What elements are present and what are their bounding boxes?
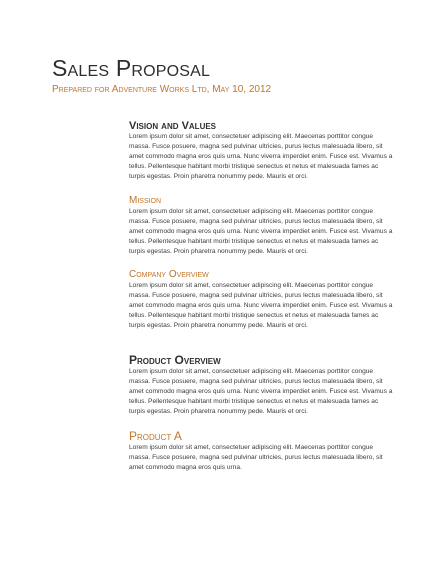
section-paragraph: Lorem ipsum dolor sit amet, consectetuer adipiscing elit. Maecenas porttitor congue massa. Fusce posuere, magna sed pulvinar ultricies, purus lectus malesuada libero, sit amet commodo magna eros quis urna. bbox=[129, 444, 383, 471]
section-product-a bbox=[129, 429, 394, 473]
section-heading: Mission bbox=[129, 195, 162, 206]
section-mission bbox=[129, 195, 394, 257]
section-heading: Company Overview bbox=[129, 269, 209, 280]
section-vision-and-values bbox=[129, 120, 394, 182]
section-heading: Product A bbox=[129, 429, 182, 443]
document-title: Sales Proposal bbox=[52, 55, 211, 81]
document-subtitle: Prepared for Adventure Works Ltd, May 10, 2012 bbox=[52, 84, 272, 95]
section-product-overview bbox=[129, 353, 394, 417]
document-body bbox=[129, 120, 394, 473]
section-paragraph: Lorem ipsum dolor sit amet, consectetuer adipiscing elit. Maecenas porttitor congue massa. Fusce posuere, magna sed pulvinar ultricies, purus lectus malesuada libero, sit amet commodo magna eros quis urna. Nunc viverra imperdiet enim. Fusce est. Vivamus a tellus. Pellentesque habitant morbi tristique senectus et netus et malesuada fames ac turpis egestas. Proin pharetra nonummy pede. Mauris et orci. bbox=[129, 133, 393, 180]
section-paragraph: Lorem ipsum dolor sit amet, consectetuer adipiscing elit. Maecenas porttitor congue massa. Fusce posuere, magna sed pulvinar ultricies, purus lectus malesuada libero, sit amet commodo magna eros quis urna. Nunc viverra imperdiet enim. Fusce est. Vivamus a tellus. Pellentesque habitant morbi tristique senectus et netus et malesuada fames ac turpis egestas. Proin pharetra nonummy pede. Mauris et orci. bbox=[129, 368, 393, 415]
section-paragraph: Lorem ipsum dolor sit amet, consectetuer adipiscing elit. Maecenas porttitor congue massa. Fusce posuere, magna sed pulvinar ultricies, purus lectus malesuada libero, sit amet commodo magna eros quis urna. Nunc viverra imperdiet enim. Fusce est. Vivamus a tellus. Pellentesque habitant morbi tristique senectus et netus et malesuada fames ac turpis egestas. Proin pharetra nonummy pede. Mauris et orci. bbox=[129, 282, 393, 329]
section-paragraph: Lorem ipsum dolor sit amet, consectetuer adipiscing elit. Maecenas porttitor congue massa. Fusce posuere, magna sed pulvinar ultricies, purus lectus malesuada libero, sit amet commodo magna eros quis urna. Nunc viverra imperdiet enim. Fusce est. Vivamus a tellus. Pellentesque habitant morbi tristique senectus et netus et malesuada fames ac turpis egestas. Proin pharetra nonummy pede. Mauris et orci. bbox=[129, 208, 393, 255]
section-heading: Product Overview bbox=[129, 353, 221, 367]
section-heading: Vision and Values bbox=[129, 120, 217, 132]
section-company-overview bbox=[129, 269, 394, 331]
